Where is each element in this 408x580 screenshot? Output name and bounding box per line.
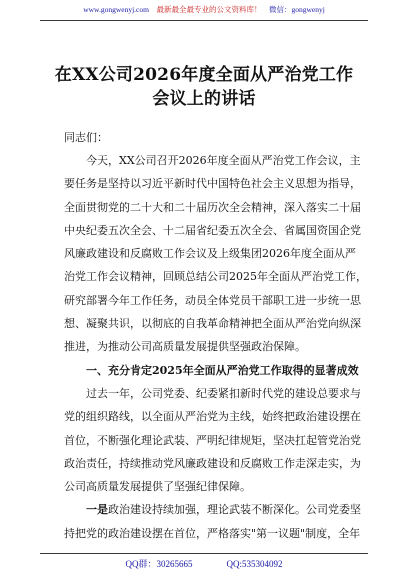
page-footer bbox=[0, 557, 408, 570]
paragraph-line: 过去一年，公司党委、纪委紧扣新时代党的建设总要求与 bbox=[86, 386, 361, 400]
point-text: 政治建设持续加强，理论武装不断深化。公司党委坚 bbox=[108, 503, 361, 517]
point-lead: 一是 bbox=[86, 503, 108, 517]
paragraph-line: 治党工作会议精神，回顾总结公司2025年全面从严治党工作， bbox=[64, 270, 367, 284]
paragraph-line: 中央纪委五次全会、十二届省纪委五次全会、省属国资国企党 bbox=[64, 223, 361, 237]
paragraph-line: 首位，不断强化理论武装、严明纪律规矩，坚决扛起管党治党 bbox=[64, 433, 361, 447]
paragraph-line: 要任务是坚持以习近平新时代中国特色社会主义思想为指导， bbox=[64, 177, 361, 191]
page-header bbox=[0, 4, 408, 15]
title-line-1: 在XX公司2026年度全面从严治党工作 bbox=[54, 65, 354, 85]
footer-divider bbox=[40, 553, 368, 554]
header-wechat: 微信：gongwenyj bbox=[268, 5, 325, 14]
footer-qq-group: QQ群：30265665 bbox=[125, 559, 193, 569]
paragraph-line: 推进，为推动公司高质量发展提供坚强政治保障。 bbox=[64, 340, 306, 354]
paragraph-line: 风廉政建设和反腐败工作会议及上级集团2026年度全面从严 bbox=[64, 247, 356, 261]
paragraph-line: 政治责任，持续推动党风廉政建设和反腐败工作走深走实，为 bbox=[64, 456, 361, 470]
footer-qq: QQ:535304092 bbox=[226, 559, 283, 569]
paragraph-line: 研究部署今年工作任务，动员全体党员干部职工进一步统一思 bbox=[64, 293, 361, 307]
title-line-2: 会议上的讲话 bbox=[152, 89, 256, 109]
header-site[interactable]: www.gongwenyj.com bbox=[83, 5, 149, 14]
section-heading: 一、充分肯定2025年全面从严治党工作取得的显著成效 bbox=[86, 363, 359, 377]
document-title bbox=[40, 63, 368, 111]
paragraph-line: 想、凝聚共识，以彻底的自我革命精神把全面从严治党向纵深 bbox=[64, 317, 361, 331]
paragraph-line bbox=[64, 498, 361, 521]
paragraph-line: 公司高质量发展提供了坚强纪律保障。 bbox=[64, 480, 251, 494]
paragraph-line: 持把党的政治建设摆在首位，严格落实"第一议题"制度，全年 bbox=[64, 526, 361, 540]
paragraph-line: 党的组织路线，以全面从严治党为主线，始终把政治建设摆在 bbox=[64, 410, 361, 424]
header-slogan: 最新最全最专业的公文资料库！ bbox=[156, 5, 262, 14]
paragraph-1 bbox=[64, 149, 367, 545]
header-divider bbox=[40, 20, 368, 21]
paragraph-line: 今天，XX公司召开2026年度全面从严治党工作会议，主 bbox=[86, 154, 361, 167]
paragraph-line: 全面贯彻党的二十大和二十届历次全会精神，深入落实二十届 bbox=[64, 200, 361, 214]
salutation: 同志们： bbox=[64, 131, 108, 144]
